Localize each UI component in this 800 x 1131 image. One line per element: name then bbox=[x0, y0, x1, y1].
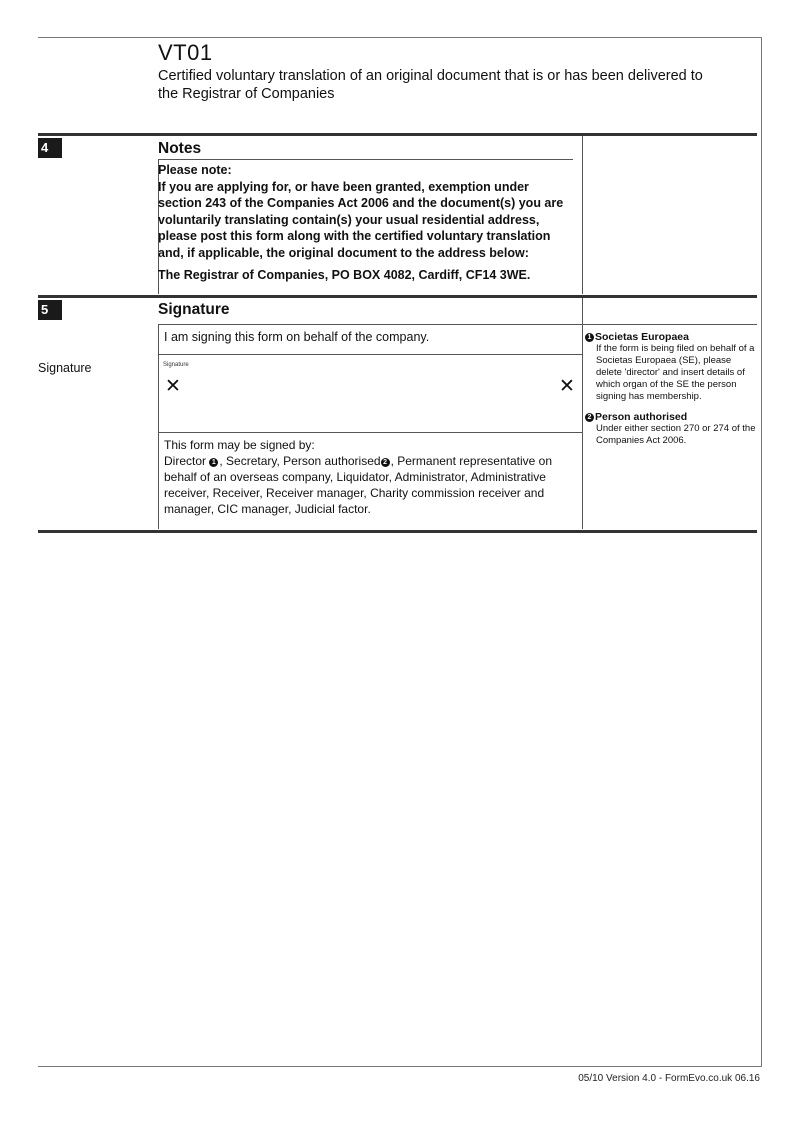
side-note-person-authorised bbox=[585, 411, 757, 447]
side-note-1-title: Societas Europaea bbox=[595, 331, 689, 343]
signers-director: Director bbox=[164, 454, 207, 468]
footer-version: 05/10 Version 4.0 - FormEvo.co.uk 06.16 bbox=[578, 1073, 760, 1084]
frame-bottom-rule bbox=[38, 1066, 762, 1067]
side-note-2-body: Under either section 270 or 274 of the Companies Act 2006. bbox=[596, 423, 756, 446]
signature-row-label: Signature bbox=[38, 361, 92, 375]
side-note-societas bbox=[585, 331, 757, 403]
signers-rest: , Permanent representative on behalf of an overseas company, Liquidator, Administrator, Administrative receiver, Receiver, Receiver manager, Charity commission receiver and manager, CIC manager, Judicial factor. bbox=[164, 454, 552, 516]
footnote-2-ref: 2 bbox=[381, 458, 390, 467]
side-note-2-number: 2 bbox=[585, 413, 594, 422]
signers-text bbox=[164, 437, 574, 517]
section-5-divider bbox=[582, 298, 583, 529]
frame-right-rule bbox=[761, 37, 762, 1067]
frame-top-rule bbox=[38, 37, 762, 38]
note-heading: Please note: bbox=[158, 163, 232, 177]
form-code: VT01 bbox=[158, 40, 213, 65]
notes-box-top bbox=[158, 159, 573, 160]
footnote-1-ref: 1 bbox=[209, 458, 218, 467]
side-note-1-number: 1 bbox=[585, 333, 594, 342]
form-title: Certified voluntary translation of an original document that is or has been delivered to the Registrar of Companies bbox=[158, 68, 703, 102]
sign-here-mark-left: ✕ bbox=[165, 375, 181, 397]
signature-box-bottom bbox=[158, 432, 582, 433]
signature-field[interactable] bbox=[159, 355, 581, 431]
signature-caption: Signature bbox=[163, 362, 189, 368]
section-5-number: 5 bbox=[38, 300, 62, 320]
side-notes-top bbox=[582, 324, 757, 325]
section-5-title: Signature bbox=[158, 301, 230, 318]
section-4-divider bbox=[582, 136, 583, 294]
side-notes bbox=[585, 331, 757, 455]
note-body: If you are applying for, or have been granted, exemption under section 243 of the Companies Act 2006 and the document(s) you are voluntarily translating contain(s) your usual residential address, please post this form along with the certified voluntary translation and, if applicable, the original document to the address below: bbox=[158, 179, 564, 260]
side-note-2-title: Person authorised bbox=[595, 411, 688, 423]
statement-box-top bbox=[158, 324, 582, 325]
notes-box bbox=[158, 162, 573, 284]
side-note-1-body: If the form is being filed on behalf of a Societas Europaea (SE), please delete 'director' and insert details of which organ of the SE the person signing has membership. bbox=[596, 343, 755, 402]
signers-intro: This form may be signed by: bbox=[164, 438, 315, 452]
section-5-bottom-rule bbox=[38, 530, 757, 533]
section-5-rule bbox=[38, 295, 757, 298]
section-4-title: Notes bbox=[158, 140, 202, 157]
signing-statement: I am signing this form on behalf of the company. bbox=[164, 330, 430, 344]
signers-mid: , Secretary, Person authorised bbox=[219, 454, 381, 468]
registrar-address: The Registrar of Companies, PO BOX 4082, Cardiff, CF14 3WE. bbox=[158, 268, 531, 282]
section-4-rule bbox=[38, 133, 757, 136]
sign-here-mark-right: ✕ bbox=[559, 375, 575, 397]
section-4-number: 4 bbox=[38, 138, 62, 158]
